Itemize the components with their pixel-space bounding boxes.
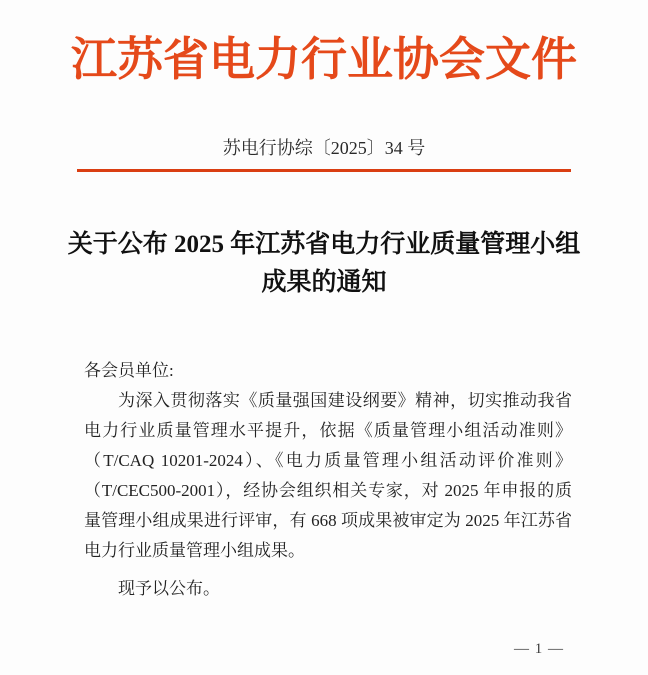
closing-line: 现予以公布。 — [118, 579, 220, 599]
body-line: 量管理小组成果进行评审，有 668 项成果被审定为 2025 年江苏省 — [84, 511, 572, 531]
salutation: 各会员单位: — [84, 361, 174, 381]
doc-number: 苏电行协综〔2025〕34 号 — [222, 138, 426, 159]
notice-title — [0, 226, 648, 302]
red-divider-line — [77, 169, 571, 172]
notice-title-line2: 成果的通知 — [261, 269, 387, 297]
org-title: 江苏省电力行业协会文件 — [71, 34, 577, 85]
body-line: 为深入贯彻落实《质量强国建设纲要》精神，切实推动我省 — [118, 391, 572, 411]
body-line: （T/CEC500-2001），经协会组织相关专家，对 2025 年申报的质 — [84, 481, 572, 501]
notice-body — [84, 356, 572, 604]
body-line: 电力行业质量管理小组成果。 — [84, 541, 305, 561]
body-line: 电力行业质量管理水平提升，依据《质量管理小组活动准则》 — [84, 421, 572, 441]
notice-title-line1: 关于公布 2025 年江苏省电力行业质量管理小组 — [67, 231, 581, 259]
page-number: — 1 — — [514, 641, 564, 657]
body-line: （T/CAQ 10201-2024）、《电力质量管理小组活动评价准则》 — [84, 451, 572, 471]
